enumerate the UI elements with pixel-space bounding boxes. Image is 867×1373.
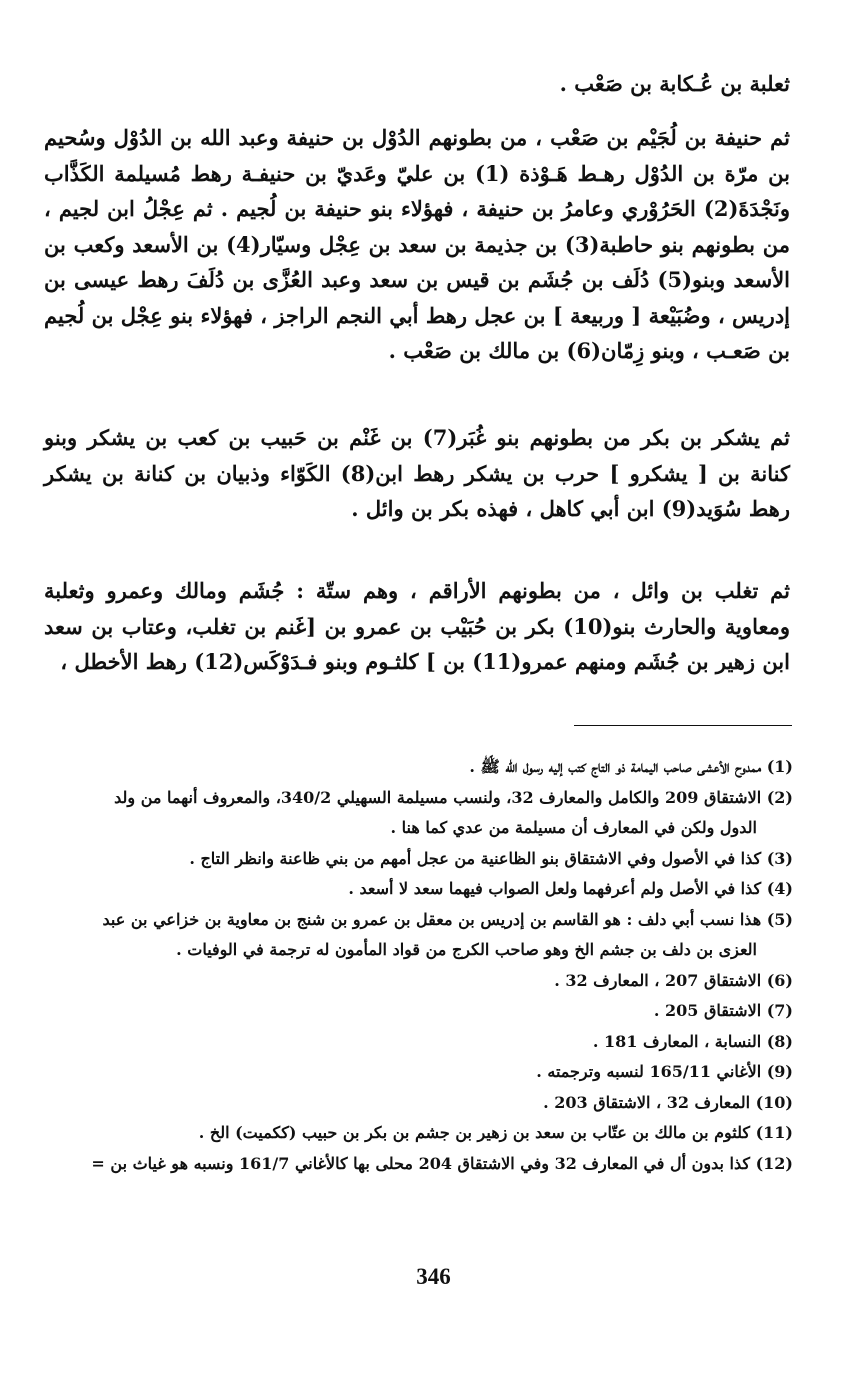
footnote-3: (3) كذا في الأصول وفي الاشتقاق بنو الظاعنية من عجل أمهم من بني ظاعنة وانظر التاج .: [189, 848, 793, 868]
body-paragraph-4: ثم تغلب بن وائل ، من بطونهم الأراقم ، وهم ستّة : جُشَم ومالك وعمرو وثعلبة ومعاوية والحارث بنو(10) بكر بن حُبَيْب بن عمرو بن [غَنم بن تغلب، وعتاب بن سعد ابن زهير بن جُشَم ومنهم عمرو(11) بن ] كلثـوم وبنو فـدَوْكَس(12) رهط الأخطل ،: [44, 578, 790, 674]
footnote-9: (9) الأغاني 165/11 لنسبه وترجمته .: [536, 1062, 793, 1081]
footnote-7: (7) الاشتقاق 205 .: [653, 1001, 793, 1020]
footnote-separator: [574, 725, 792, 726]
footnote-2-continuation: الدول ولكن في المعارف أن مسيلمة من عدي كما هنا .: [390, 818, 757, 837]
footnote-2: (2) الاشتقاق 209 والكامل والمعارف 32، ولنسب مسيلمة السهيلي 340/2، والمعروف أنهما من ولد: [114, 787, 793, 807]
footnote-4: (4) كذا في الأصل ولم أعرفهما ولعل الصواب فيهما سعد لا أسعد .: [348, 879, 793, 898]
page-number: 346: [416, 1264, 451, 1289]
body-paragraph-3: ثم يشكر بن بكر من بطونهم بنو غُبَر(7) بن غَنْم بن حَبيب بن كعب بن يشكر وبنو كنانة بن [ يشكرو ] حرب بن يشكر رهط ابن(8) الكَوّاء وذبيان بن كنانة بن يشكر رهط سُوَيد(9) ابن أبي كاهل ، فهذه بكر بن وائل .: [44, 425, 790, 521]
footnote-5-continuation: العزى بن دلف بن جشم الخ وهو صاحب الكرج من قواد المأمون له ترجمة في الوفيات .: [176, 940, 757, 959]
footnote-8: (8) النسابة ، المعارف 181 .: [592, 1031, 793, 1051]
footnote-6: (6) الاشتقاق 207 ، المعارف 32 .: [554, 970, 793, 990]
footnote-12: (12) كذا بدون أل في المعارف 32 وفي الاشتقاق 204 محلى بها كالأغاني 161/7 ونسبه هو غياث بن =: [91, 1153, 793, 1173]
body-paragraph-2: ثم حنيفة بن لُجَيْم بن صَعْب ، من بطونهم الدُوْل بن حنيفة وعبد الله بن الدُوْل وسُحيم بن مرّة بن الدُوْل رهـط هَـوْذة (1) بن عليّ وعَديّ بن حنيفـة رهط مُسيلمة الكَذَّاب ونَجْدَةَ(2) الحَرُوْري وعامرُ بن حنيفة ، فهؤلاء بنو حنيفة بن لُجيم . ثم عِجْلُ ابن لجيم ، من بطونهم بنو حاطبة(3) بن جذيمة بن سعد بن عِجْل وسيّار(4) بن الأسعد وكعب بن الأسعد وبنو(5) دُلَف بن جُشَم بن قيس بن سعد وعبد العُزَّى بن دُلَفَ رهط عيسى بن إدريس ، وضُبَيْعة [ وربيعة ] بن عجل رهط أبي النجم الراجز ، فهؤلاء بنو عِجْل بن لُجيم بن صَعـب ، وبنو زِمّان(6) بن مالك بن صَعْب .: [44, 125, 791, 363]
footnote-11: (11) كلثوم بن مالك بن عتّاب بن سعد بن زهير بن جشم بن بكر بن حبيب (ككميت) الخ .: [198, 1123, 793, 1142]
footnote-1: (1) ممدوح الأعشى صاحب اليمامة ذو التاج كتب إليه رسول الله ﷺ .: [469, 757, 793, 776]
footnote-5: (5) هذا نسب أبي دلف : هو القاسم بن إدريس بن معقل بن عمرو بن شنج بن معاوية بن خزاعي بن عبد: [102, 909, 793, 929]
body-paragraph-1: ثعلبة بن عُـكابة بن صَعْب .: [559, 71, 790, 96]
footnote-10: (10) المعارف 32 ، الاشتقاق 203 .: [543, 1092, 793, 1112]
footnotes: [30, 752, 793, 1179]
